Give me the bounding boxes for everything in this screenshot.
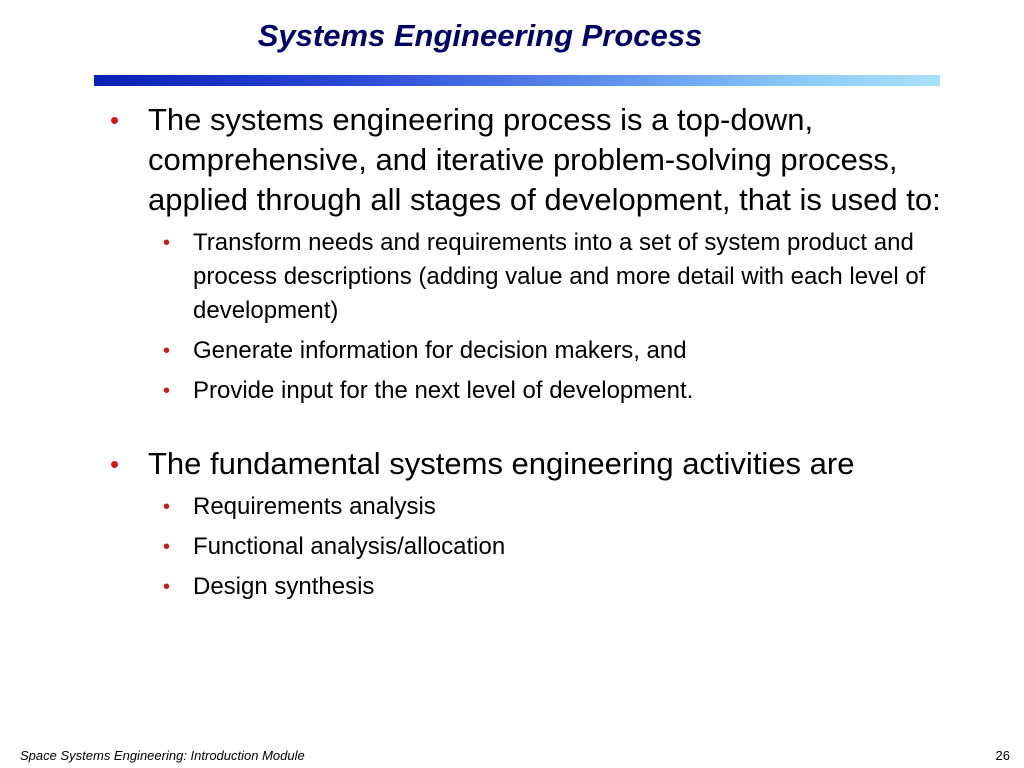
sub-bullet-text: Design synthesis <box>193 573 375 600</box>
sub-bullet <box>153 334 988 368</box>
main-bullet-text: The fundamental systems engineering activities are <box>148 446 855 481</box>
title-gradient-bar <box>94 75 940 86</box>
sub-bullet-text: Provide input for the next level of development. <box>193 377 694 404</box>
main-bullet-text: The systems engineering process is a top-down, comprehensive, and iterative problem-solving process, applied through all stages of development, that is used to: <box>148 102 941 217</box>
sub-bullet <box>153 530 988 564</box>
sub-bullet <box>153 570 988 604</box>
bullet-icon: • <box>163 232 171 254</box>
main-bullet-2 <box>108 444 988 484</box>
footer-module-name: Space Systems Engineering: Introduction Module <box>20 748 305 763</box>
sub-bullet-text: Generate information for decision makers, and <box>193 337 687 364</box>
page-number: 26 <box>995 748 1010 763</box>
sub-bullet <box>153 374 988 408</box>
slide-title: Systems Engineering Process <box>257 18 703 53</box>
main-bullet-1 <box>108 100 988 220</box>
sub-bullet <box>153 226 988 328</box>
bullet-icon: • <box>163 340 171 362</box>
sub-bullet-text: Transform needs and requirements into a set of system product and process descriptions (adding value and more detail with each level of development) <box>193 229 926 324</box>
bullet-icon: • <box>163 496 171 518</box>
sub-bullet-text: Functional analysis/allocation <box>193 533 506 560</box>
bullet-icon: • <box>110 105 120 135</box>
bullet-icon: • <box>163 536 171 558</box>
bullet-icon: • <box>163 380 171 402</box>
sub-bullet <box>153 490 988 524</box>
bullet-icon: • <box>110 449 120 479</box>
slide-content <box>108 100 988 604</box>
bullet-icon: • <box>163 576 171 598</box>
sub-bullet-text: Requirements analysis <box>193 493 436 520</box>
